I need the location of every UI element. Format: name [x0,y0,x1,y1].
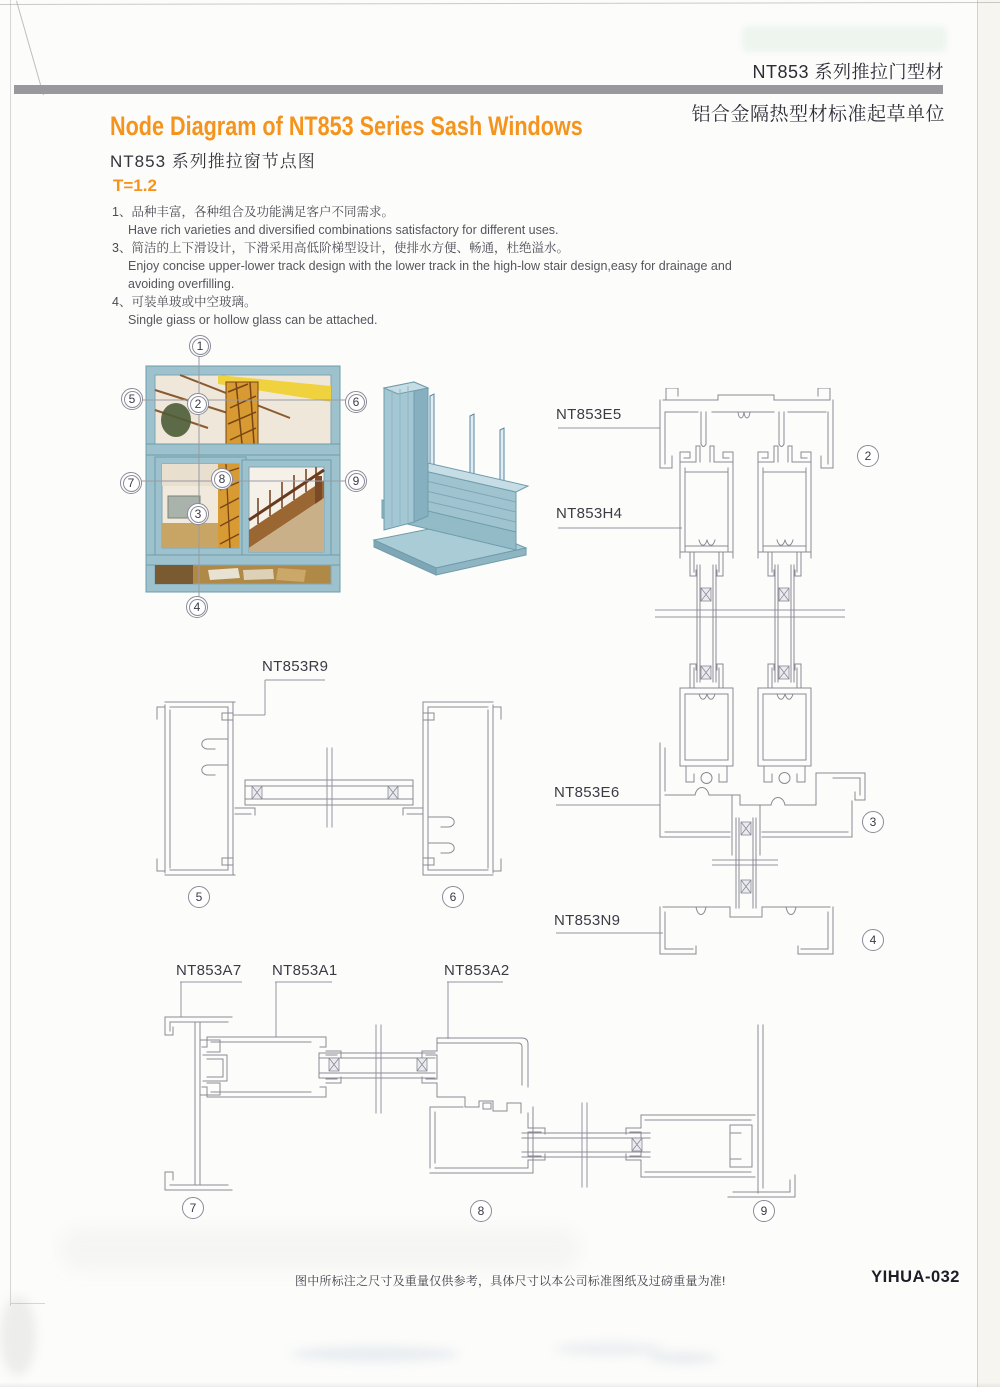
profile-label-a1: NT853A1 [272,962,338,979]
feature-3-zh: 3、简洁的上下滑设计，下滑采用高低阶梯型设计，使排水方便、畅通，杜绝溢水。 [112,241,569,255]
right-jamb-profile-drawing [403,702,501,875]
section-callout-4: 4 [862,929,884,951]
scan-smudge [0,1296,36,1376]
profile-label-e5: NT853E5 [556,406,622,423]
leader-lines [180,982,503,1039]
scan-top-line [0,2,1000,5]
feature-3-en: Enjoy concise upper-lower track design with the lower track in the high-low stair design,easy for drainage and avoiding overfilling. [128,259,732,291]
window-callout-9: 9 [345,470,367,492]
window-callout-1: 1 [189,335,211,357]
feature-1-en: Have rich varieties and diversified combinations satisfactory for different uses. [128,223,559,237]
section-callout-5: 5 [188,886,210,908]
header-product-line: NT853 系列推拉门型材 [752,62,944,82]
scan-bottom-shadow [0,1382,1000,1387]
sash-profile-drawing [758,446,811,784]
window-callout-7: 7 [120,472,142,494]
window-callout-2: 2 [187,393,209,415]
window-callout-4: 4 [186,596,208,618]
page-title-en: Node Diagram of NT853 Series Sash Windows [110,111,583,141]
left-jamb-profile-drawing [165,1017,232,1190]
section-callout-9: 9 [753,1200,775,1222]
section-callout-6: 6 [442,886,464,908]
window-callout-3: 3 [187,503,209,525]
section-callout-8: 8 [470,1200,492,1222]
thickness-spec: T=1.2 [113,176,157,195]
right-jamb-profile-drawing [728,1025,795,1197]
section-callout-2: 2 [857,445,879,467]
window-callout-6: 6 [345,391,367,413]
sash-9-profile-drawing [626,1115,755,1177]
feature-list [112,203,772,329]
section-callout-7: 7 [182,1197,204,1219]
scan-smudge [290,1346,460,1362]
header-org-line: 铝合金隔热型材标准起草单位 [691,104,945,125]
bottom-track-profile-drawing [660,743,865,908]
header-divider-bar [14,85,943,94]
sash-profile-drawing [680,446,733,784]
scan-smudge [648,1352,718,1364]
footer-note: 图中所标注之尺寸及重量仅供参考，具体尺寸以本公司标准图纸及过磅重量为准! [295,1274,726,1288]
glass-pane-drawing [522,1103,650,1187]
page-title-zh: NT853 系列推拉窗节点图 [110,152,316,171]
sill-profile-drawing [660,907,833,954]
window-callout-8: 8 [211,468,233,490]
scan-mottle [60,1228,580,1270]
profile-label-r9: NT853R9 [262,658,329,675]
interlock-a2-profile-drawing [422,1038,545,1173]
section-callout-3: 3 [862,811,884,833]
section-diagram-top-right [550,388,980,978]
profile-label-a2: NT853A2 [444,962,510,979]
top-track-profile-drawing [660,388,833,468]
section-diagram-bottom [145,955,1000,1225]
profile-label-a7: NT853A7 [176,962,242,979]
profile-label-h4: NT853H4 [556,505,623,522]
window-callout-5: 5 [121,388,143,410]
profile-3d-illustration [366,372,536,577]
feature-4-zh: 4、可装单玻或中空玻璃。 [112,295,257,309]
section-diagram-middle-left [125,655,545,910]
footer-page-code: YIHUA-032 [871,1268,960,1286]
scan-smudge [555,1342,665,1356]
left-jamb-profile-drawing [157,702,255,875]
scan-left-edge [10,0,11,1306]
window-callout-lines [118,332,368,622]
profile-label-e6: NT853E6 [554,784,620,801]
feature-1-zh: 1、品种丰富，各种组合及功能满足客户不同需求。 [112,205,394,219]
scan-ghost-text [742,26,947,52]
feature-4-en: Single giass or hollow glass can be attached. [128,313,378,327]
profile-label-n9: NT853N9 [554,912,621,929]
leader-lines [233,680,325,715]
